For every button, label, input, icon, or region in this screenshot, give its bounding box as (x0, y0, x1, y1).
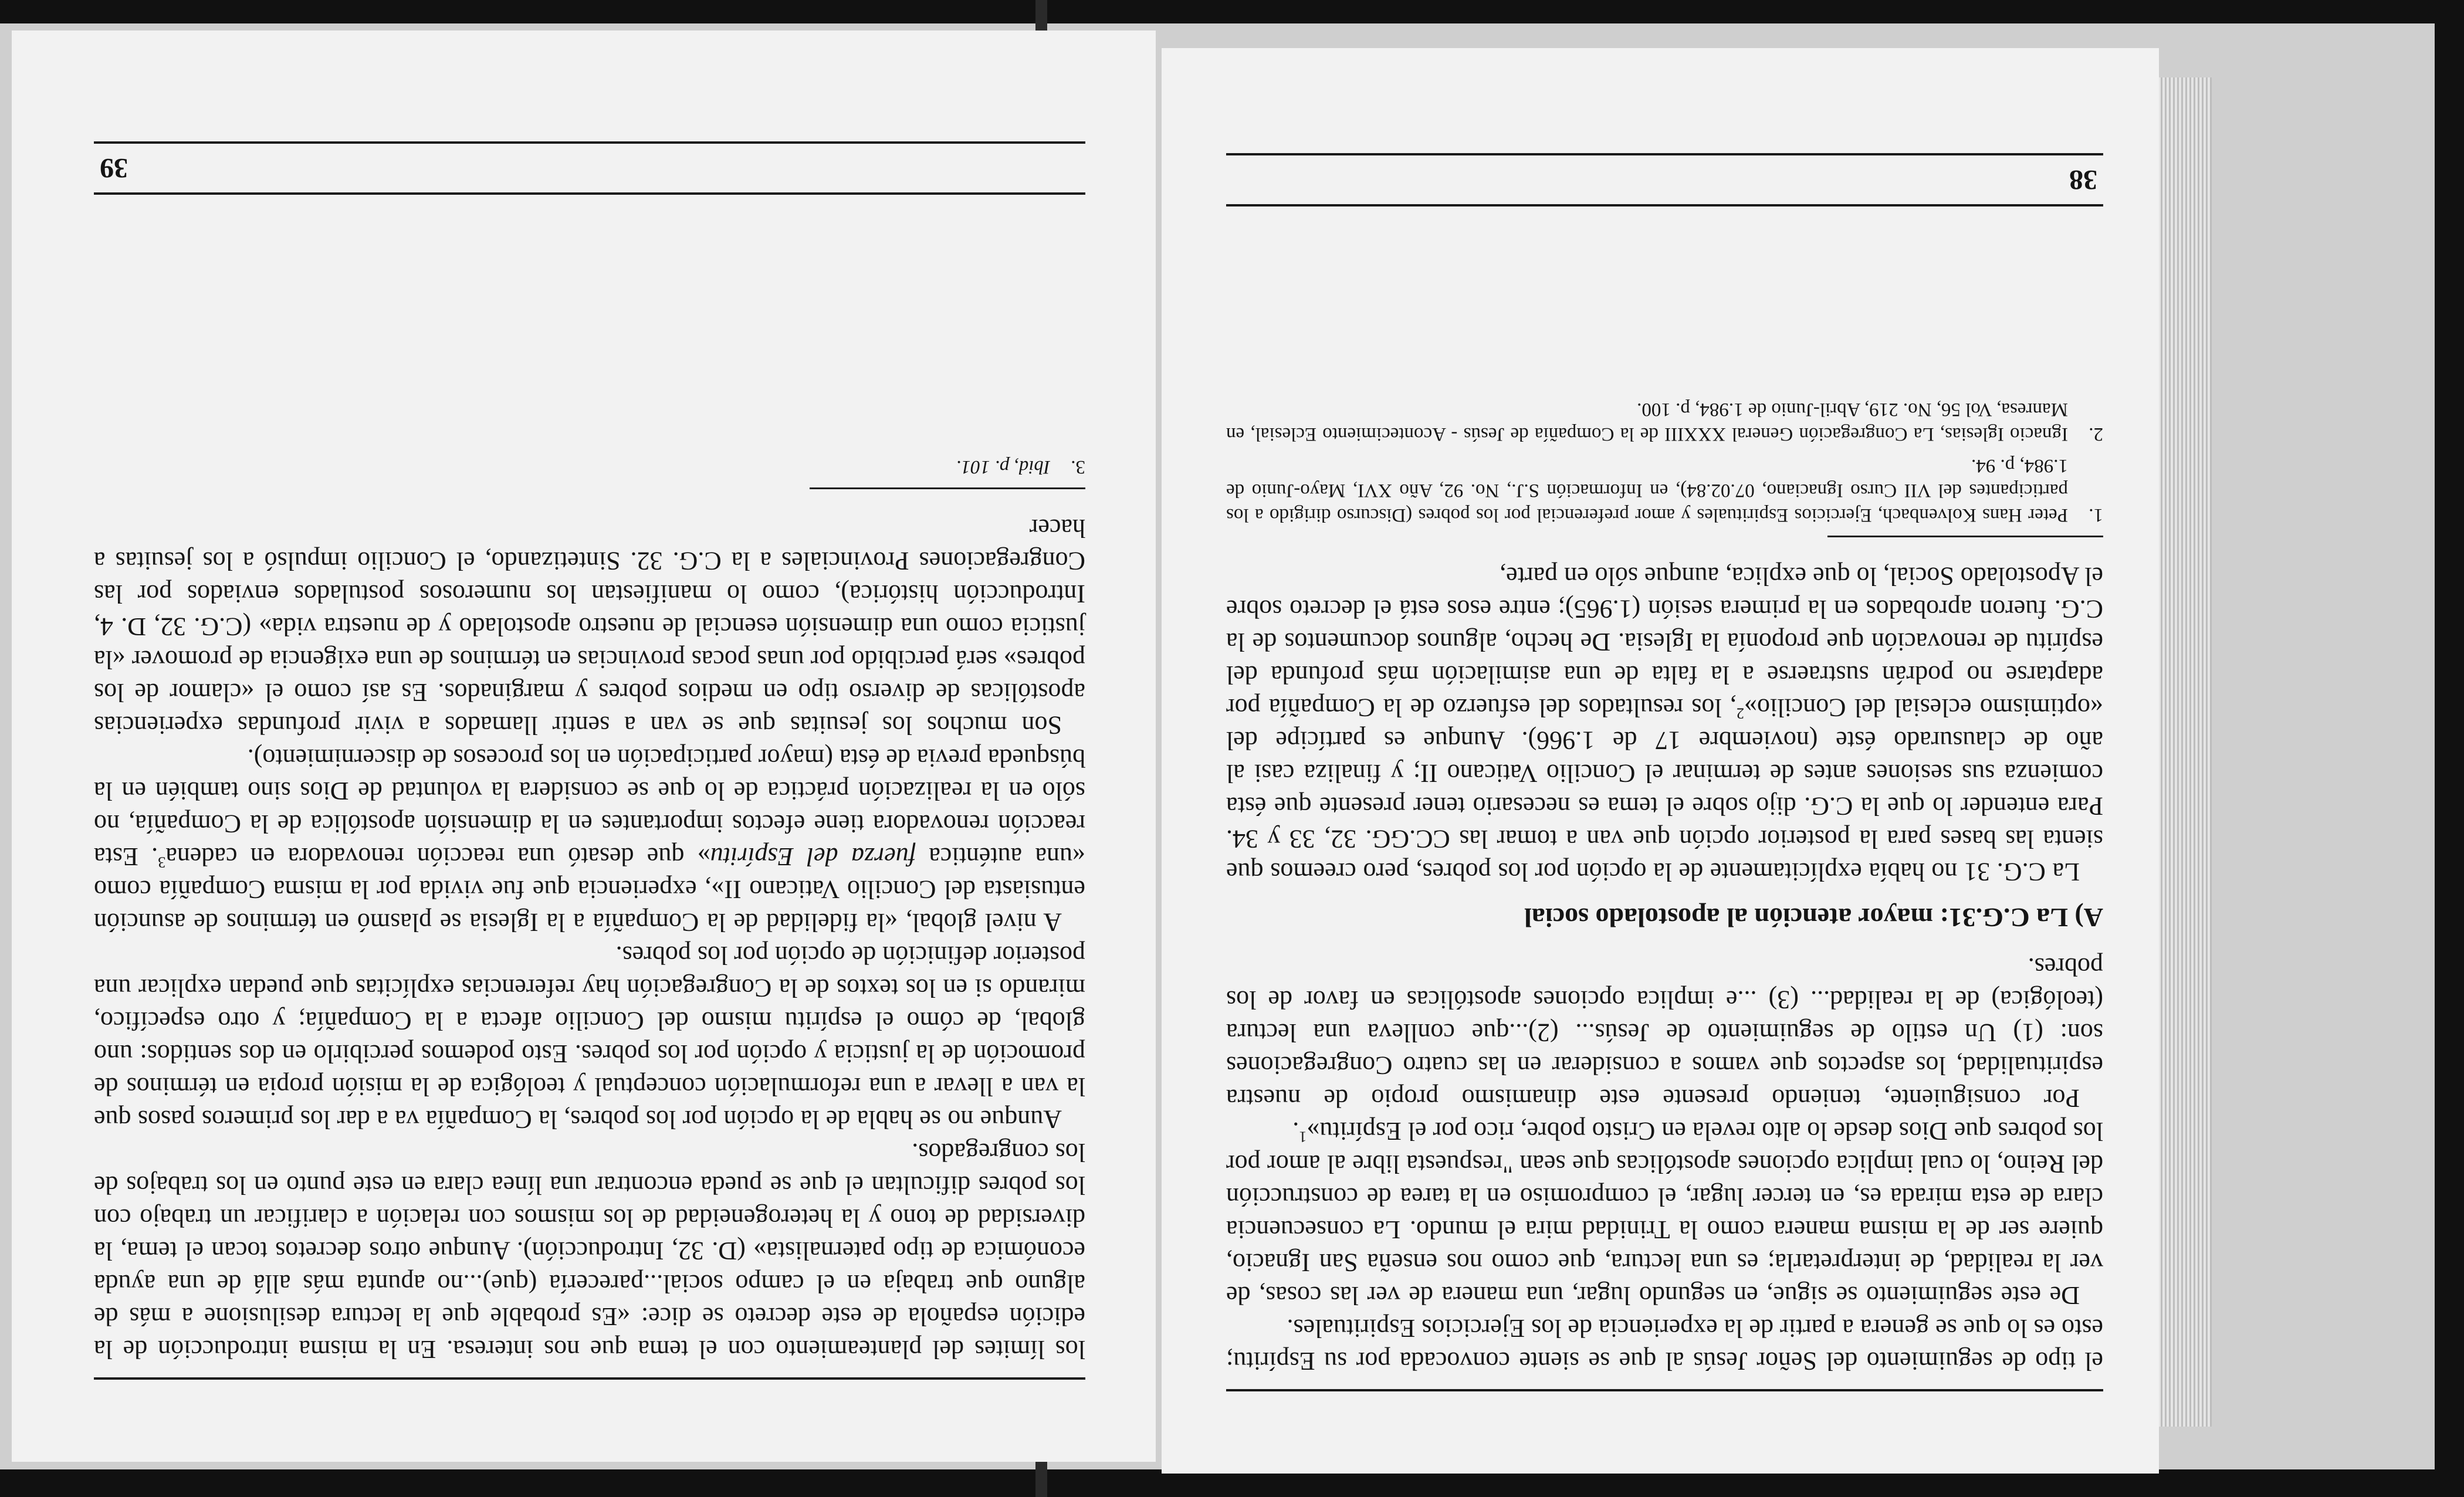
page-number: 39 (100, 153, 128, 184)
folio-block (94, 141, 1085, 195)
footnote-ref-1: 1 (1299, 1128, 1307, 1146)
folio-rule-bottom (1226, 153, 2103, 155)
folio-rule-top (1226, 204, 2103, 206)
footnote-1: 1. Peter Hans Kolvenbach, Ejercicios Espirituales y amor preferencial por los pobres (Discurso dirigido a los participantes del VII Curso Ignaciano, 07.02.84), en Información S.J., No. 92, Año XVI, Mayo-Junio de 1.984, p. 94. (1226, 455, 2103, 526)
page-38 (1162, 48, 2159, 1474)
header-rule (94, 1377, 1085, 1380)
footnote-rule (1827, 536, 2103, 537)
footnote-ref-3: 3 (158, 854, 166, 872)
page-38-body (1226, 560, 2103, 1377)
page-stack-edge (2159, 77, 2212, 1427)
continuation-paragraph: los límites del planteamiento con el tema que nos interesa. En la misma introducción de la edición española de este decreto se dice: «Es probable que la lectura desilusione a más de alguno que trabaja en el campo social...parecería (que)...no apunta más allá de una ayuda económica de tipo paternalista» (D. 32, Introducción). Aunque otros decretos tocan el tema, la diversidad de tono y la heterogeneidad de los mismos con relación a clarificar un trabajo con los pobres dificultan el que se pueda encontrar una línea clara en este punto en los trabajos de los congregados. (94, 1138, 1085, 1364)
section-heading-cg31: A) La C.G.31: mayor atención al apostolado social (1524, 903, 2103, 933)
paragraph-seguimiento: De este seguimiento se sigue, en segundo lugar, una manera de ver las cosas, de ver la realidad, de interpretarla; es una lectura, que como nos enseña San Ignacio, quiere ser de la misma manera como la Trinidad mira el mundo. La consecuencia clara de esta mirada es, en tercer lugar, el compromiso en la tarea de construcción del Reino, lo cual implica opciones apostólicas que sean "respuesta libre al amor por los pobres que Dios desde lo alto revela en Cristo pobre, rico por el Espíritu»$^1$. (1226, 1117, 2103, 1310)
footnote-2: 2. Ignacio Iglesias, La Congregación General XXXIII de la Compañía de Jesús - Acontecimiento Eclesial, en Manresa, Vol 56, No. 219, Abril-Junio de 1.984, p. 100. (1226, 399, 2103, 445)
italic-phrase: fuerza del Espíritu (710, 842, 916, 871)
page-number: 38 (2069, 164, 2097, 195)
folio-rule-top (94, 192, 1085, 195)
folio-rule-bottom (94, 141, 1085, 144)
page-38-footnotes (1226, 397, 2103, 537)
folio-block (1226, 153, 2103, 206)
paragraph-jesuitas: Son muchos los jesuitas que se van a sentir llamados a vivir profundas experiencias apostólicas de diverso tipo en medios pobres y marginados. Es así como el «clamor de los pobres» será percibido por unas pocas provincias en términos de una exigencia de promover «la justicia como una dimensión esencial de nuestro apostolado y de nuestra vida» (C.G. 32, D. 4, Introducción histórica), como lo manifiestan los numerosos postulados enviados por las Congregaciones Provinciales a la C.G. 32. Sintetizando, el Concilio impulsó a los jesuitas a hacer (94, 514, 1085, 740)
paragraph-nivel-global: A nivel global, «la fidelidad de la Compañía a la Iglesia se plasmó en términos de asunción entusiasta del Concilio Vaticano II», experiencia que fue vivida por la misma Compañía como «una auténtica fuerza del Espíritu» que desató una reacción renovadora en cadena$^3$. Esta reacción renovadora tiene efectos importantes en la dimensión apostólica de la Compañía, no sólo en la realización práctica de lo que se considera la voluntad de Dios sino también en la búsqueda previa de ésta (mayor participación en los procesos de discernimiento). (94, 744, 1085, 937)
header-rule (1226, 1389, 2103, 1391)
page-39-body (94, 512, 1085, 1366)
paragraph-primeros-pasos: Aunque no se habla de la opción por los pobres, la Compañía va a dar los primeros pasos que la van a llevar a una reformulación conceptual y teológica de la misión propia en términos de promoción de la justicia y opción por los pobres. Esto podemos percibirlo en dos sentidos: uno global, de cómo el espíritu mismo del Concilio afecta a la Compañía; y otro específico, mirando si en los textos de la Congregación hay referencias explícitas que puedan explicar una posterior definición de opción por los pobres. (94, 941, 1085, 1134)
footnote-3: 3. Ibid, p. 101. (956, 456, 1085, 477)
continuation-paragraph: el tipo de seguimiento del Señor Jesús al que se siente convocada por su Espíritu; esto es lo que se genera a partir de la experiencia de los Ejercicios Espirituales. (1226, 1314, 2103, 1376)
paragraph-aspectos: Por consiguiente, teniendo presente este dinamismo propio de nuestra espiritualidad, los aspectos que vamos a considerar en las cuatro Congregaciones son: (1) Un estilo de seguimiento de Jesús... (2)...que conlleva una lectura (teológica) de la realidad... (3) ...e implica opciones apostólicas en favor de los pobres. (1226, 953, 2103, 1113)
page-39 (12, 31, 1156, 1462)
footnote-ref-2: 2 (1736, 705, 1744, 723)
paragraph-cg31: La C.G. 31 no había explícitamente de la opción por los pobres, pero creemos que sienta las bases para la posterior opción que van a tomar las CC.GG. 32, 33 y 34. Para entender lo que la C.G. dijo sobre el tema es necesario tener presente que ésta comienza sus sesiones antes de terminar el Concilio Vaticano II; y finaliza casi al año de clausurado éste (noviembre 17 de 1.966). Aunque es partícipe del «optimismo eclesial del Concilio»$^2$, los resultados del esfuerzo de la Compañía por adaptarse no podrán sustraerse a la falta de una asimilación más profunda del espíritu de renovación que proponía la Iglesia. De hecho, algunos documentos de la C.G. fueron aprobados en la primera sesión (1.965); entre esos está el decreto sobre el Apostolado Social, lo que explica, aunque sólo en parte, (1226, 562, 2103, 886)
page-39-footnotes (94, 455, 1085, 489)
footnote-rule (810, 487, 1085, 489)
